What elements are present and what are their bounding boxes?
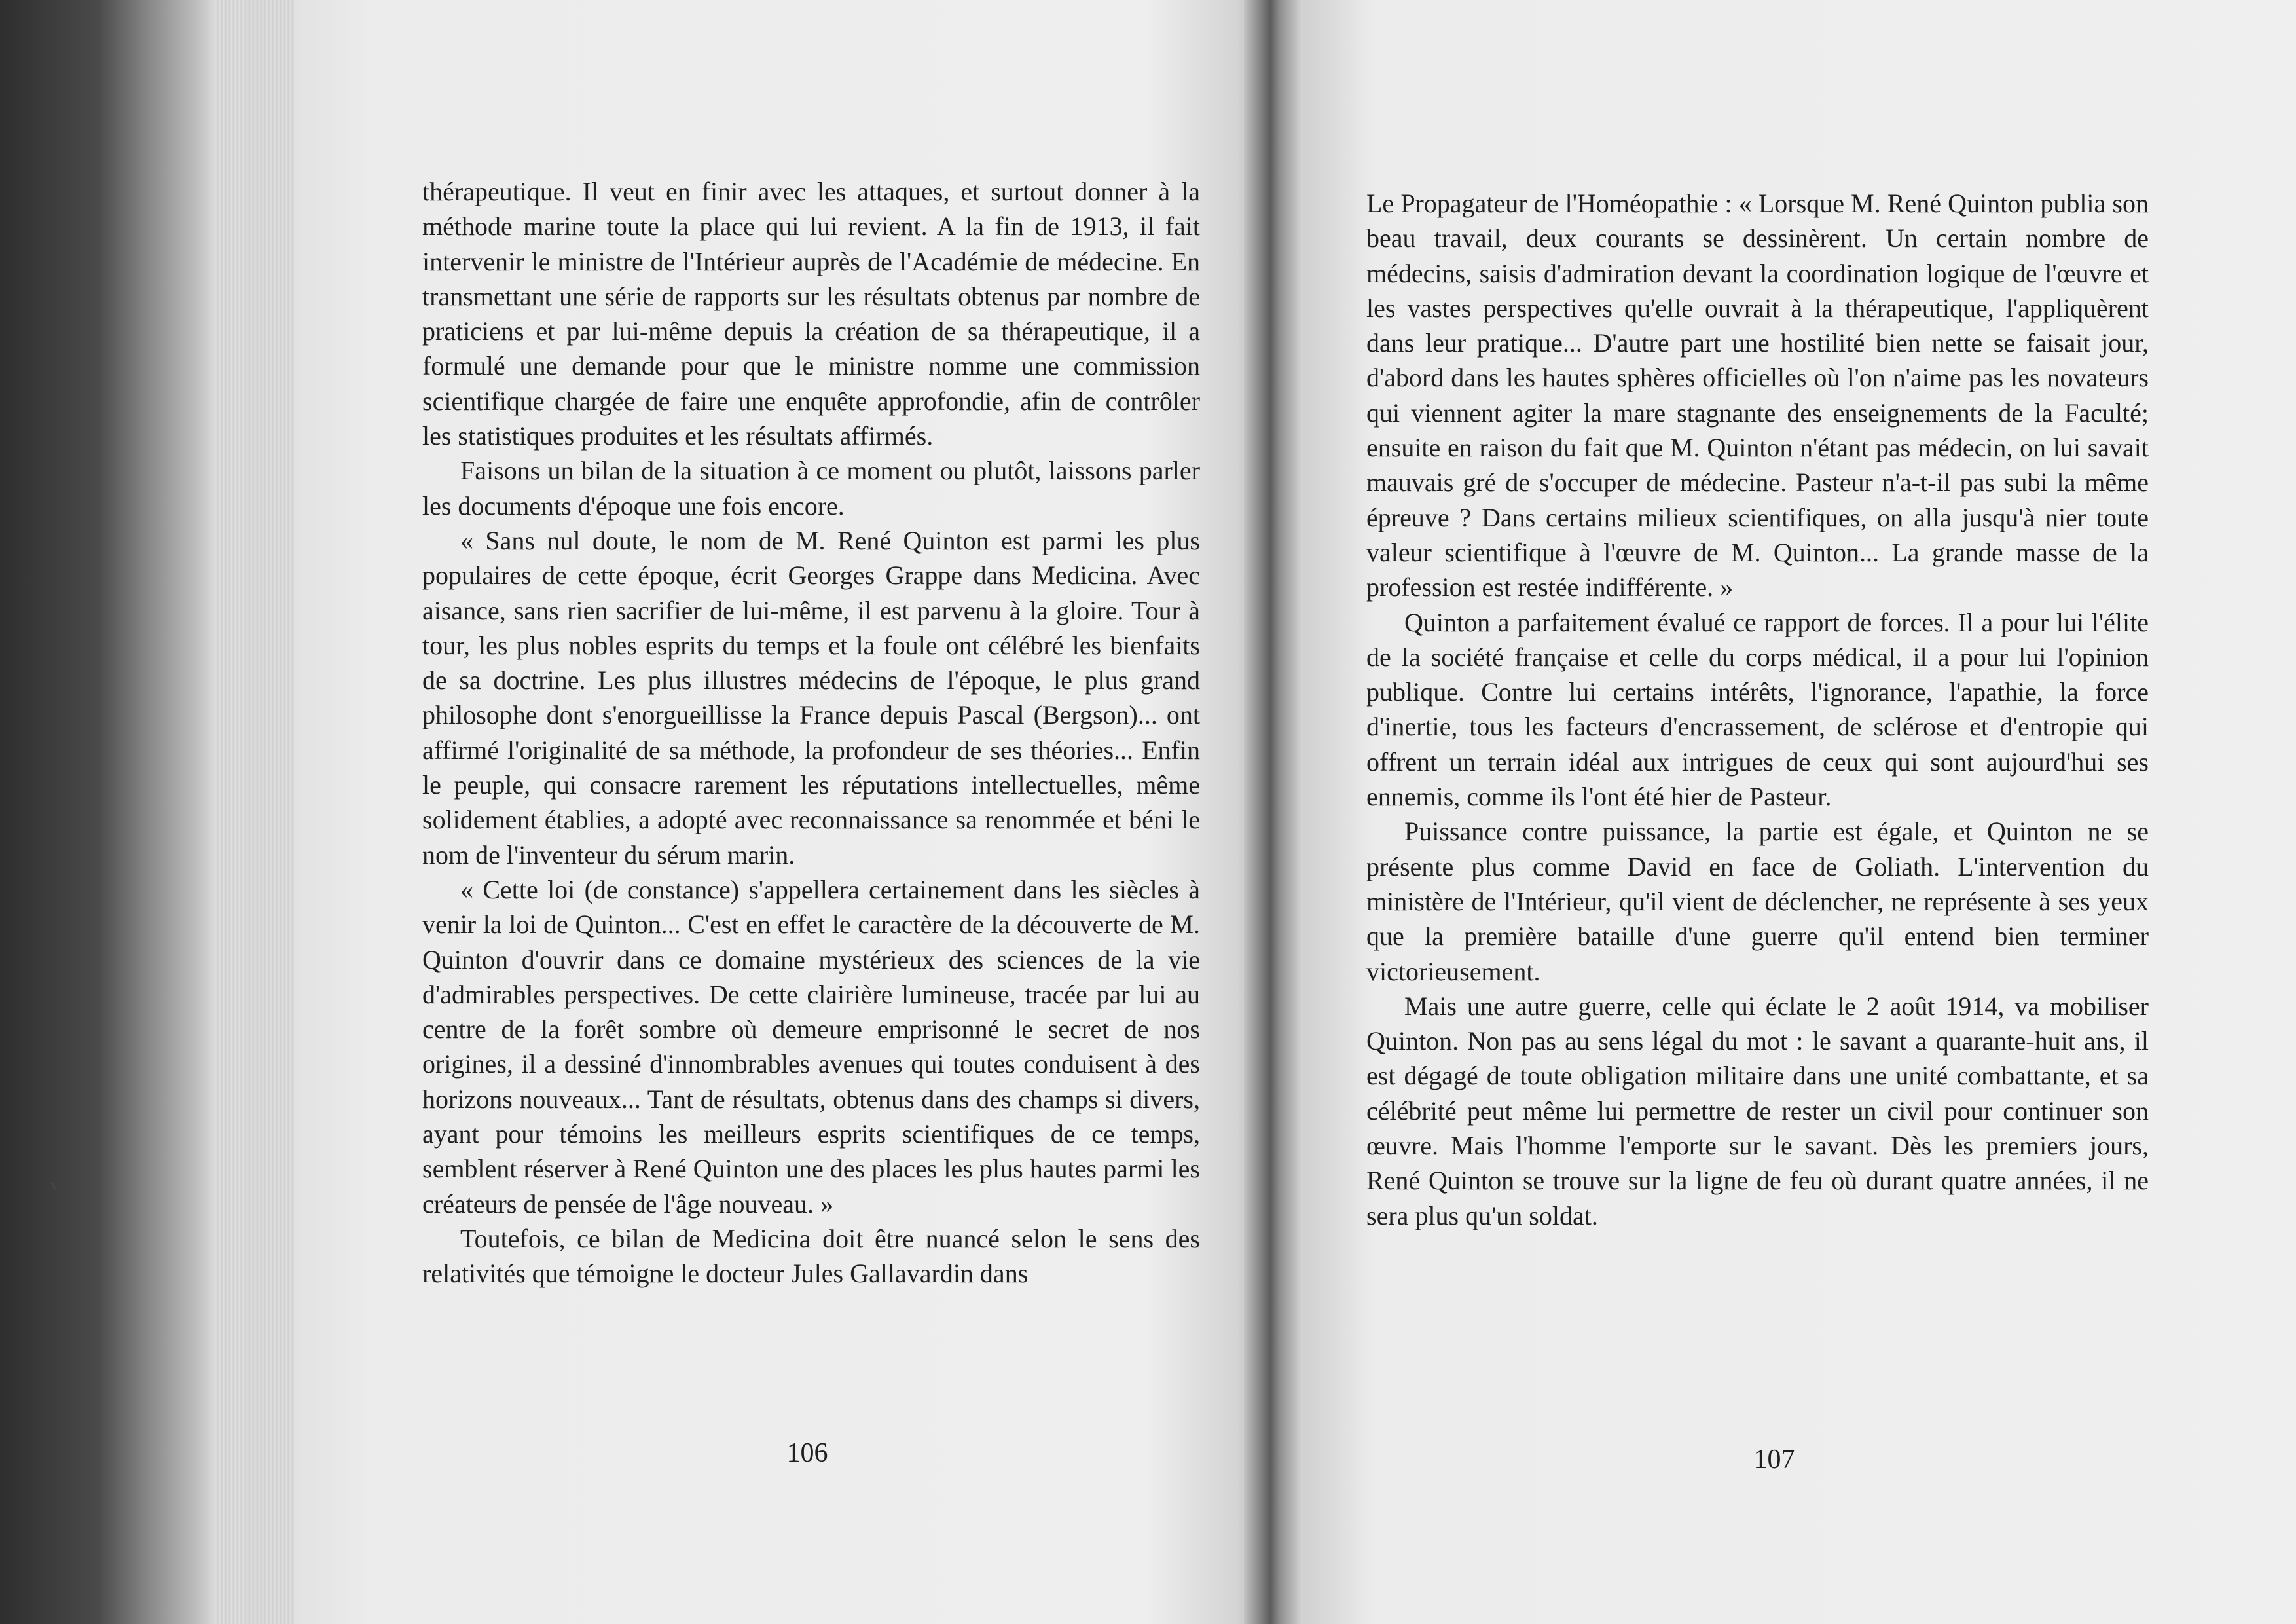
right-page-text [1366, 186, 2149, 1233]
paragraph: Faisons un bilan de la situation à ce moment ou plutôt, laissons parler les documents d'époque une fois encore. [422, 456, 1200, 521]
page-number: 106 [786, 1438, 828, 1468]
paragraph: « Sans nul doute, le nom de M. René Quinton est parmi les plus populaires de cette époque, écrit Georges Grappe dans Medicina. Avec aisance, sans rien sacrifier de lui-même, il est parvenu à la gloire. Tour à tour, les plus nobles esprits du temps et la foule ont célébré les bienfaits de sa doctrine. Les plus illustres médecins de l'époque, le plus grand philosophe dont s'enorgueillisse la France depuis Pascal (Bergson)... ont affirmé l'originalité de sa méthode, la profondeur de ses théories... Enfin le peuple, qui consacre rarement les réputations intellectuelles, même solidement établies, a adopté avec reconnaissance sa renommée et béni le nom de l'inventeur du sérum marin. [422, 525, 1200, 870]
paragraph: Le Propagateur de l'Homéopathie : « Lorsque M. René Quinton publia son beau travail, deux courants se dessinèrent. Un certain nombre de médecins, saisis d'admiration devant la coordination logique de l'œuvre et les vastes perspectives qu'elle ouvrait à la thérapeutique, l'appliquèrent dans leur pratique... D'autre part une hostilité bien nette se faisait jour, d'abord dans les hautes sphères officielles où l'on n'aime pas les novateurs qui viennent agiter la mare stagnante des enseignements de la Faculté; ensuite en raison du fait que M. Quinton n'étant pas médecin, on lui savait mauvais gré de s'occuper de médecine. Pasteur n'a-t-il pas subi la même épreuve ? Dans certains milieux scientifiques, on alla jusqu'à nier toute valeur scientifique à l'œuvre de M. Quinton... La grande masse de la profession est restée indifférente. » [1366, 189, 2149, 602]
left-page-text [422, 174, 1200, 1291]
paragraph: Mais une autre guerre, celle qui éclate le 2 août 1914, va mobiliser Quinton. Non pas au sens légal du mot : le savant a quarante-huit ans, il est dégagé de toute obligation militaire dans une unité combattante, et sa célébrité peut même lui permettre de rester un civil pour continuer son œuvre. Mais l'homme l'emporte sur le savant. Dès les premiers jours, René Quinton se trouve sur la ligne de feu où durant quatre années, il ne sera plus qu'un soldat. [1366, 991, 2149, 1230]
book-gutter [1244, 0, 1303, 1624]
book-edge-shadow [0, 0, 216, 1624]
paragraph: Quinton a parfaitement évalué ce rapport de forces. Il a pour lui l'élite de la société française et celle du corps médical, il a pour lui l'opinion publique. Contre lui certains intérêts, l'ignorance, l'apathie, la force d'inertie, tous les facteurs d'encrassement, de sclérose et d'entropie qui offrent un terrain idéal aux intrigues de ceux qui sont aujourd'hui ses ennemis, comme ils l'ont été hier de Pasteur. [1366, 607, 2149, 812]
page-stack-edges [216, 0, 295, 1624]
page-number: 107 [1753, 1445, 1795, 1475]
right-page [1303, 0, 2296, 1624]
paragraph: Puissance contre puissance, la partie est égale, et Quinton ne se présente plus comme David en face de Goliath. L'intervention du ministère de l'Intérieur, qu'il vient de déclencher, ne représente à ses yeux que la première bataille d'une guerre qu'il entend bien terminer victorieusement. [1366, 817, 2149, 986]
paragraph: thérapeutique. Il veut en finir avec les attaques, et surtout donner à la méthode marine toute la place qui lui revient. A la fin de 1913, il fait intervenir le ministre de l'Intérieur auprès de l'Académie de médecine. En transmettant une série de rapports sur les résultats obtenus par nombre de praticiens et par lui-même depuis la création de sa thérapeutique, il a formulé une demande pour que le ministre nomme une commission scientifique chargée de faire une enquête approfondie, afin de contrôler les statistiques produites et les résultats affirmés. [422, 177, 1200, 451]
left-page [295, 0, 1270, 1624]
paragraph: Toutefois, ce bilan de Medicina doit être nuancé selon le sens des relativités que témoigne le docteur Jules Gallavardin dans [422, 1223, 1200, 1289]
paragraph: « Cette loi (de constance) s'appellera certainement dans les siècles à venir la loi de Quinton... C'est en effet le caractère de la découverte de M. Quinton d'ouvrir dans ce domaine mystérieux des sciences de la vie d'admirables perspectives. De cette clairière lumineuse, tracée par lui au centre de la forêt sombre où demeure emprisonné le secret de nos origines, il a dessiné d'innombrables avenues qui toutes conduisent à des horizons nouveaux... Tant de résultats, obtenus dans des champs si divers, ayant pour témoins les meilleurs esprits scientifiques de ce temps, semblent réserver à René Quinton une des places les plus hautes parmi les créateurs de pensée de l'âge nouveau. » [422, 874, 1200, 1219]
